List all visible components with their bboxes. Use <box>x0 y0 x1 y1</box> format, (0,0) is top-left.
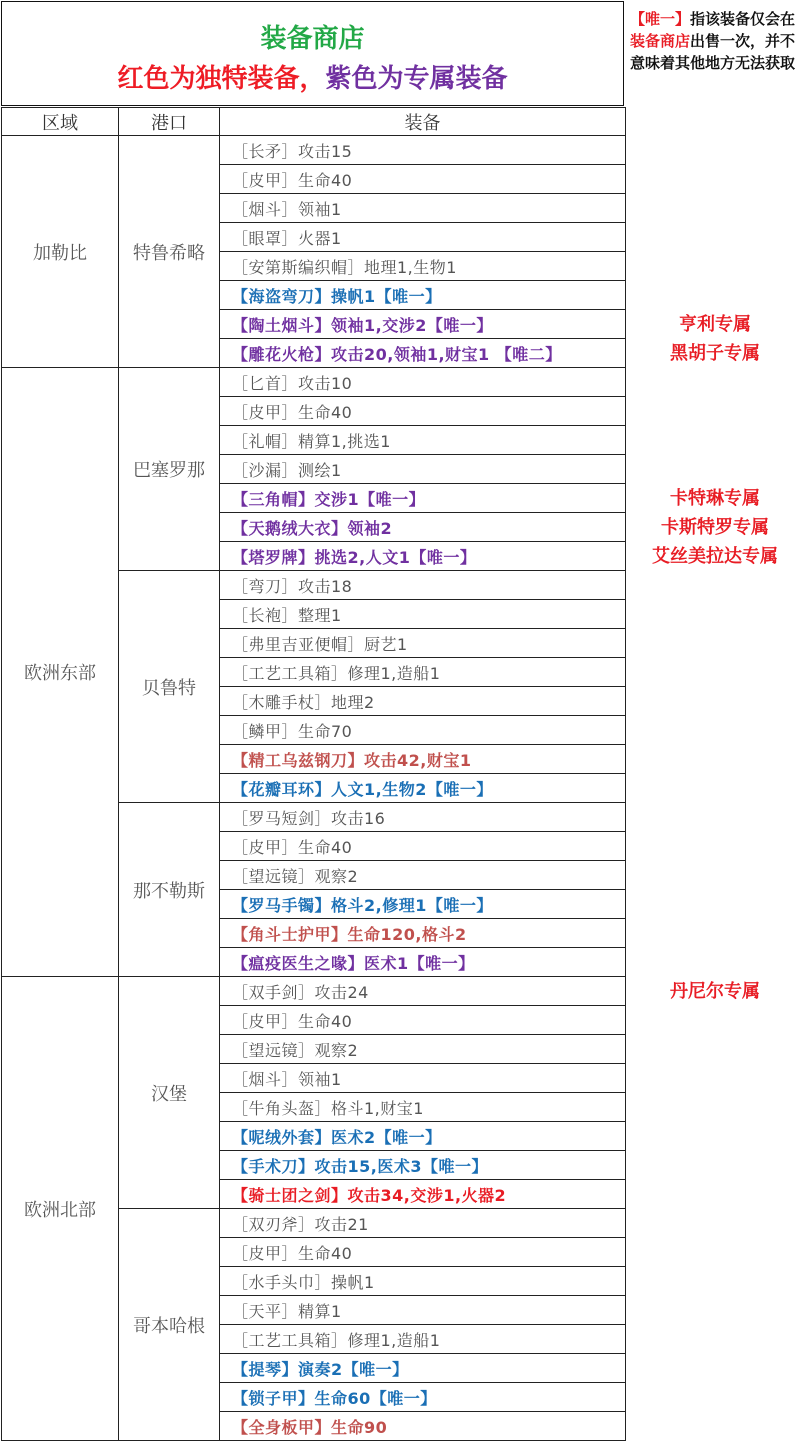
header-box <box>1 1 624 106</box>
equipment-cell: 【锁子甲】生命60【唯一】 <box>220 1383 626 1412</box>
note-shop: 装备商店 <box>630 32 691 50</box>
equipment-cell: ［匕首］攻击10 <box>220 368 626 397</box>
equipment-cell: 【手术刀】攻击15,医术3【唯一】 <box>220 1151 626 1180</box>
port-cell: 特鲁希略 <box>119 136 220 368</box>
equipment-cell: ［望远镜］观察2 <box>220 861 626 890</box>
equipment-cell: 【海盗弯刀】操帆1【唯一】 <box>220 281 626 310</box>
port-cell: 汉堡 <box>119 977 220 1209</box>
equipment-cell: 【罗马手镯】格斗2,修理1【唯一】 <box>220 890 626 919</box>
exclusive-label: 亨利专属 <box>679 314 751 335</box>
equipment-cell: 【塔罗牌】挑选2,人文1【唯一】 <box>220 542 626 571</box>
equipment-cell: 【天鹅绒大衣】领袖2 <box>220 513 626 542</box>
equipment-cell: 【陶土烟斗】领袖1,交涉2【唯一】 <box>220 310 626 339</box>
equipment-cell: 【三角帽】交涉1【唯一】 <box>220 484 626 513</box>
equipment-cell: ［双手剑］攻击24 <box>220 977 626 1006</box>
equipment-cell: 【骑士团之剑】攻击34,交涉1,火器2 <box>220 1180 626 1209</box>
exclusive-label: 丹尼尔专属 <box>670 981 760 1002</box>
equipment-cell: ［长袍］整理1 <box>220 600 626 629</box>
equipment-cell: ［眼罩］火器1 <box>220 223 626 252</box>
equipment-cell: ［沙漏］测绘1 <box>220 455 626 484</box>
note-text-1: 指该装备仅会在 <box>690 10 796 28</box>
equipment-cell: ［鳞甲］生命70 <box>220 716 626 745</box>
equipment-cell: ［罗马短剑］攻击16 <box>220 803 626 832</box>
subtitle-red: 红色为独特装备， <box>117 64 326 94</box>
equipment-cell: ［长矛］攻击15 <box>220 136 626 165</box>
exclusive-label: 卡斯特罗专属 <box>661 517 769 538</box>
equipment-cell: 【瘟疫医生之喙】医术1【唯一】 <box>220 948 626 977</box>
equipment-cell: ［礼帽］精算1,挑选1 <box>220 426 626 455</box>
equipment-cell: 【提琴】演奏2【唯一】 <box>220 1354 626 1383</box>
equipment-cell: ［水手头巾］操帆1 <box>220 1267 626 1296</box>
exclusive-label: 艾丝美拉达专属 <box>652 546 778 567</box>
port-cell: 哥本哈根 <box>119 1209 220 1441</box>
page-title: 装备商店 <box>260 24 365 54</box>
equipment-cell: ［烟斗］领袖1 <box>220 194 626 223</box>
table-row <box>2 977 626 1006</box>
port-cell: 巴塞罗那 <box>119 368 220 571</box>
region-cell: 加勒比 <box>2 136 119 368</box>
equipment-cell: 【呢绒外套】医术2【唯一】 <box>220 1122 626 1151</box>
equipment-cell: ［烟斗］领袖1 <box>220 1064 626 1093</box>
equipment-cell: ［弗里吉亚便帽］厨艺1 <box>220 629 626 658</box>
equipment-cell: 【花瓣耳环】人文1,生物2【唯一】 <box>220 774 626 803</box>
exclusive-label: 卡特琳专属 <box>670 488 760 509</box>
equipment-cell: 【角斗士护甲】生命120,格斗2 <box>220 919 626 948</box>
equipment-cell: ［皮甲］生命40 <box>220 397 626 426</box>
equipment-cell: ［双刃斧］攻击21 <box>220 1209 626 1238</box>
column-header-port: 港口 <box>119 108 220 136</box>
equipment-cell: ［安第斯编织帽］地理1,生物1 <box>220 252 626 281</box>
equipment-cell: ［工艺工具箱］修理1,造船1 <box>220 658 626 687</box>
equipment-cell: ［弯刀］攻击18 <box>220 571 626 600</box>
table-body <box>2 136 626 1441</box>
equipment-cell: ［皮甲］生命40 <box>220 832 626 861</box>
table-header-row <box>2 108 626 136</box>
equipment-cell: ［木雕手杖］地理2 <box>220 687 626 716</box>
equipment-cell: 【精工乌兹钢刀】攻击42,财宝1 <box>220 745 626 774</box>
equipment-cell: ［皮甲］生命40 <box>220 165 626 194</box>
table-row <box>2 136 626 165</box>
region-cell: 欧洲东部 <box>2 368 119 977</box>
port-cell: 贝鲁特 <box>119 571 220 803</box>
equipment-cell: 【雕花火枪】攻击20,领袖1,财宝1 【唯二】 <box>220 339 626 368</box>
note-tag: 【唯一】 <box>630 10 691 28</box>
region-cell: 欧洲北部 <box>2 977 119 1441</box>
column-header-equipment: 装备 <box>220 108 626 136</box>
port-cell: 那不勒斯 <box>119 803 220 977</box>
unique-note <box>630 8 796 74</box>
equipment-cell: ［皮甲］生命40 <box>220 1006 626 1035</box>
table-row <box>2 368 626 397</box>
column-header-region: 区域 <box>2 108 119 136</box>
equipment-cell: ［牛角头盔］格斗1,财宝1 <box>220 1093 626 1122</box>
note-text-2: 出售一次，并不意味着其他地方无法获取 <box>630 32 796 72</box>
equipment-cell: ［天平］精算1 <box>220 1296 626 1325</box>
page-subtitle <box>2 58 623 95</box>
equipment-cell: 【全身板甲】生命90 <box>220 1412 626 1441</box>
subtitle-purple: 紫色为专属装备 <box>325 64 508 94</box>
equipment-cell: ［工艺工具箱］修理1,造船1 <box>220 1325 626 1354</box>
exclusive-label: 黑胡子专属 <box>670 343 760 364</box>
equipment-table <box>1 107 626 1441</box>
equipment-cell: ［望远镜］观察2 <box>220 1035 626 1064</box>
equipment-cell: ［皮甲］生命40 <box>220 1238 626 1267</box>
